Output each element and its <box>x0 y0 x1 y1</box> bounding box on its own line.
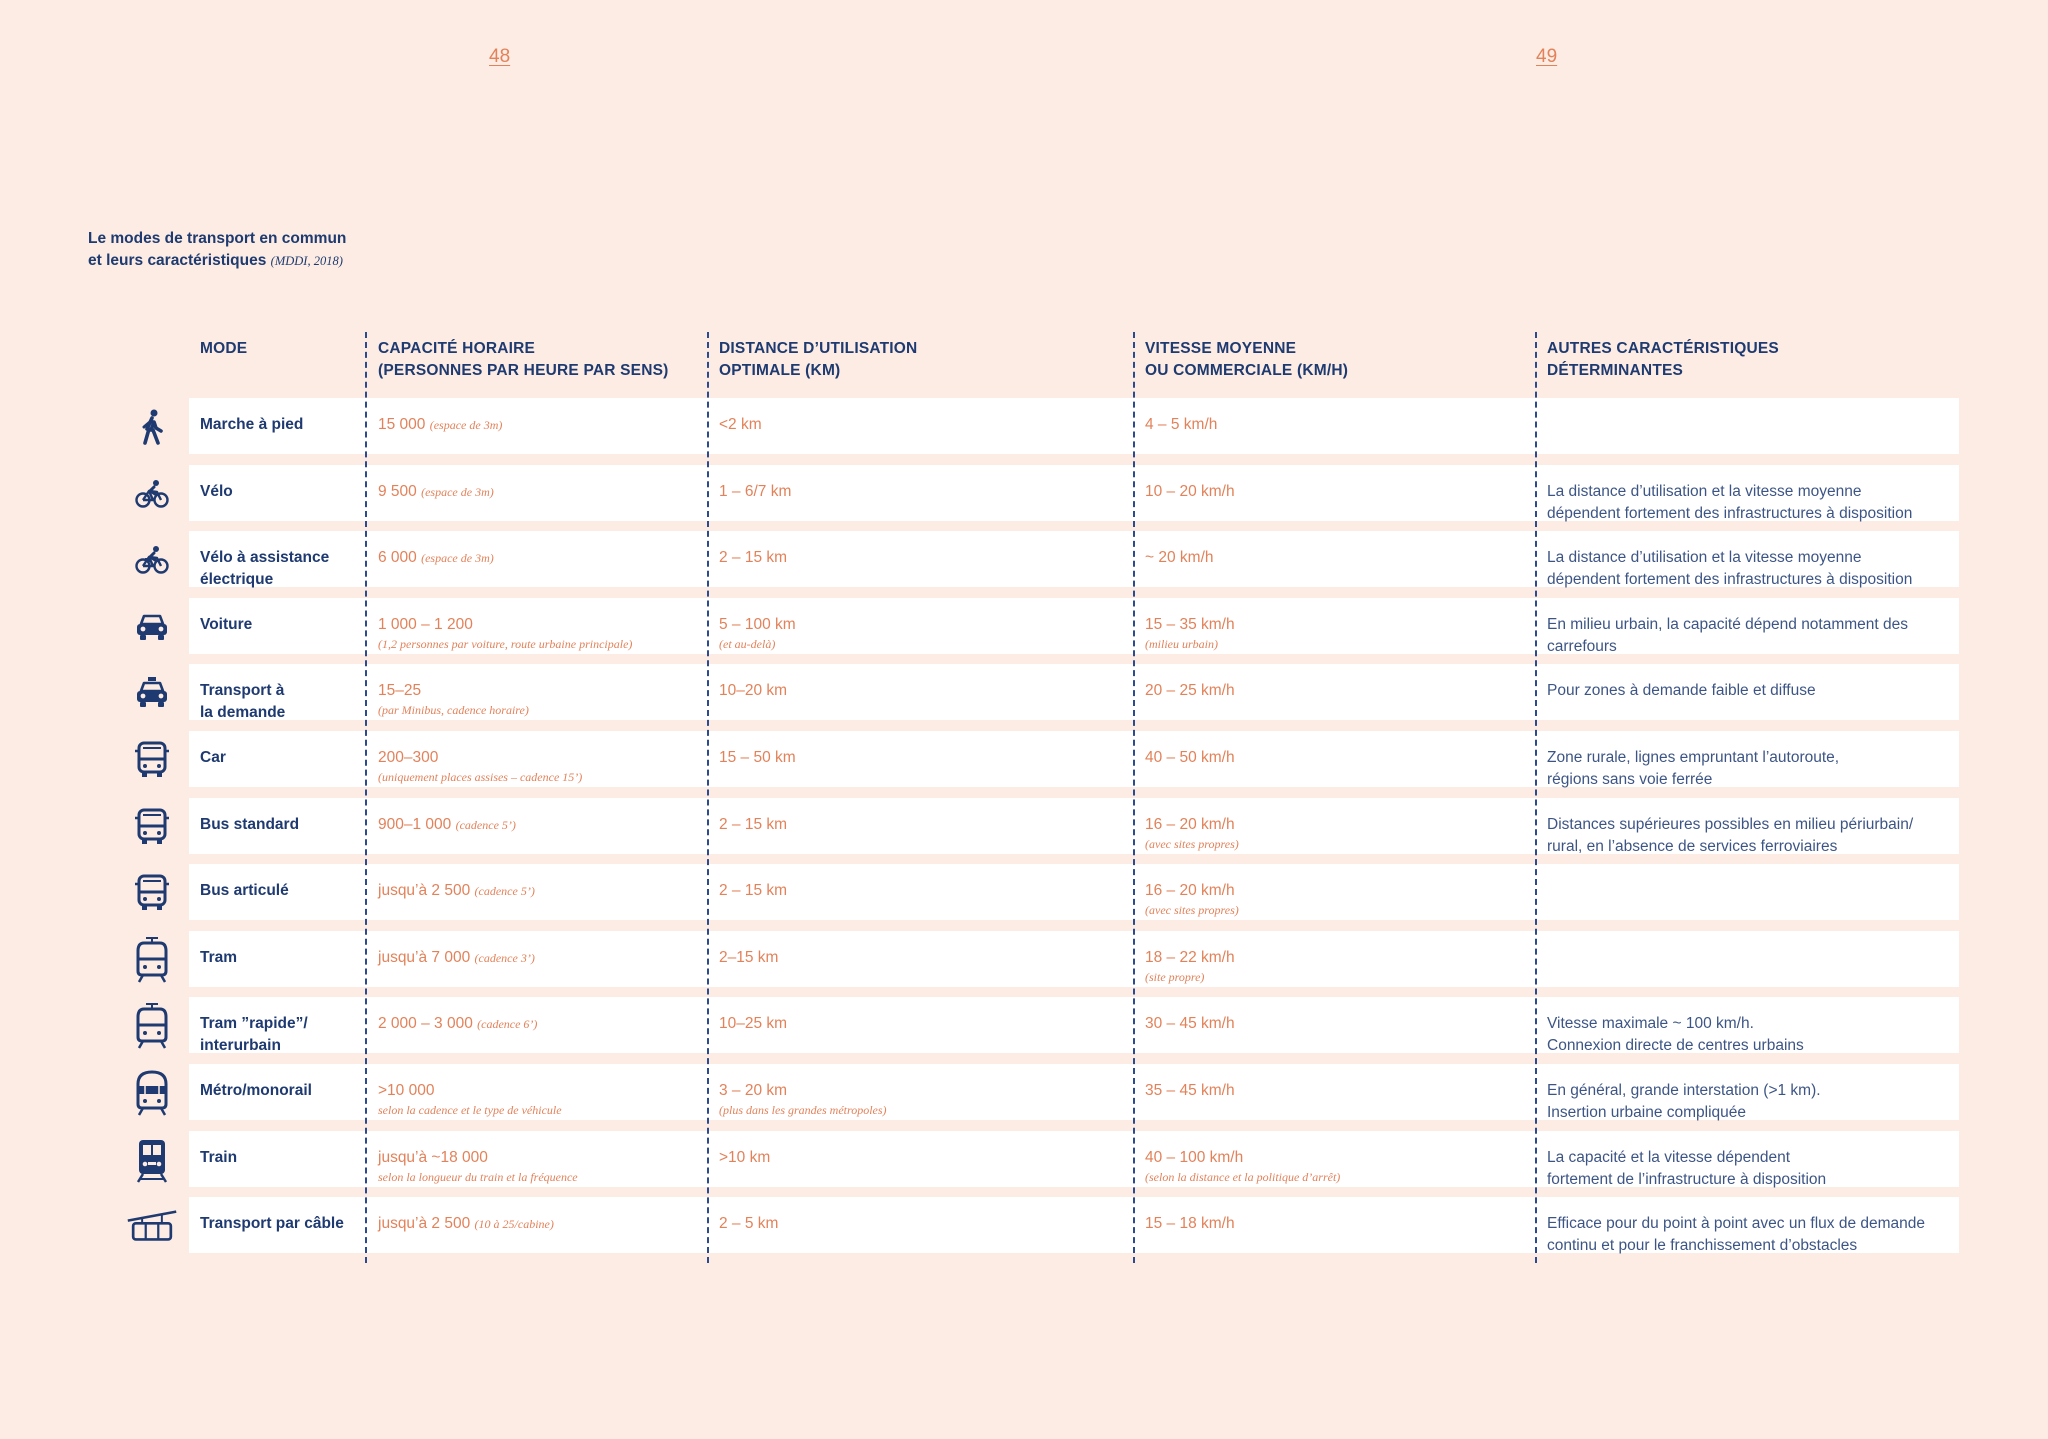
column-divider <box>1133 332 1135 1263</box>
other-line-1: Vitesse maximale ~ 100 km/h. <box>1547 1015 1754 1032</box>
mode-name <box>200 481 360 503</box>
speed-cell <box>1145 481 1525 503</box>
header-capacity <box>378 338 669 382</box>
other-line-2: dépendent fortement des infrastructures à disposition <box>1547 571 1913 588</box>
speed-cell <box>1145 1213 1525 1235</box>
capacity-note: selon la longueur du train et la fréquence <box>378 1170 578 1184</box>
mode-name-line-2: électrique <box>200 571 274 588</box>
mode-name-line-1: Train <box>200 1149 238 1166</box>
capacity-value: >10 000 <box>378 1082 435 1099</box>
other-line-2: continu et pour le franchissement d’obstacles <box>1547 1237 1858 1254</box>
mode-name-line-1: Bus standard <box>200 816 300 833</box>
other-line-2: carrefours <box>1547 638 1617 655</box>
metro-icon <box>126 1067 178 1119</box>
speed-value: 20 – 25 km/h <box>1145 682 1235 699</box>
header-mode <box>200 338 247 360</box>
column-divider <box>707 332 709 1263</box>
mode-name <box>200 414 360 436</box>
other-characteristics <box>1547 614 1952 658</box>
mode-name-line-1: Bus articulé <box>200 882 289 899</box>
speed-value: 4 – 5 km/h <box>1145 416 1218 433</box>
speed-cell <box>1145 1080 1525 1102</box>
capacity-line <box>378 481 698 503</box>
distance-value: 5 – 100 km <box>719 616 796 633</box>
speed-cell <box>1145 547 1525 569</box>
mode-name <box>200 1013 360 1057</box>
mode-name <box>200 747 360 769</box>
capacity-line <box>378 1213 698 1235</box>
mode-name <box>200 814 360 836</box>
distance-cell <box>719 880 1119 902</box>
train-icon <box>126 1134 178 1186</box>
other-characteristics <box>1547 1147 1952 1191</box>
capacity-value: 15–25 <box>378 682 422 699</box>
other-line-2: dépendent fortement des infrastructures à disposition <box>1547 505 1913 522</box>
distance-cell <box>719 1213 1119 1235</box>
mode-name <box>200 680 360 724</box>
other-line-1: Pour zones à demande faible et diffuse <box>1547 682 1816 699</box>
mode-name <box>200 1147 360 1169</box>
capacity-line <box>378 1080 698 1102</box>
capacity-value: jusqu’à 7 000 <box>378 949 471 966</box>
capacity-line <box>378 947 698 969</box>
other-characteristics <box>1547 680 1952 702</box>
mode-name-line-1: Tram ”rapide”/ <box>200 1015 308 1032</box>
other-line-2: fortement de l’infrastructure à disposition <box>1547 1171 1827 1188</box>
other-characteristics <box>1547 481 1952 525</box>
other-characteristics <box>1547 814 1952 858</box>
mode-name-line-1: Tram <box>200 949 238 966</box>
capacity-cell <box>378 947 698 969</box>
other-line-1: La distance d’utilisation et la vitesse moyenne <box>1547 549 1862 566</box>
distance-value: 2 – 15 km <box>719 816 788 833</box>
bicycle-icon <box>126 468 178 520</box>
capacity-line <box>378 747 698 769</box>
capacity-value: 900–1 000 <box>378 816 452 833</box>
speed-value: 35 – 45 km/h <box>1145 1082 1235 1099</box>
distance-note: (plus dans les grandes métropoles) <box>719 1103 887 1117</box>
other-line-2: Insertion urbaine compliquée <box>1547 1104 1747 1121</box>
capacity-value: 6 000 <box>378 549 417 566</box>
speed-note: (avec sites propres) <box>1145 903 1239 917</box>
header-speed <box>1145 338 1348 382</box>
mode-name-line-1: Vélo <box>200 483 233 500</box>
distance-value: 2 – 15 km <box>719 882 788 899</box>
speed-value: 16 – 20 km/h <box>1145 816 1235 833</box>
other-characteristics <box>1547 1013 1952 1057</box>
capacity-value: 200–300 <box>378 749 439 766</box>
articulated-bus-icon <box>126 867 178 919</box>
capacity-cell <box>378 747 698 785</box>
capacity-value: jusqu’à 2 500 <box>378 882 471 899</box>
capacity-value: 2 000 – 3 000 <box>378 1015 473 1032</box>
capacity-cell <box>378 1213 698 1235</box>
distance-cell <box>719 747 1119 769</box>
speed-note: (site propre) <box>1145 970 1205 984</box>
capacity-value: jusqu’à ~18 000 <box>378 1149 488 1166</box>
mode-name-line-1: Marche à pied <box>200 416 304 433</box>
distance-value: 10–25 km <box>719 1015 788 1032</box>
other-characteristics <box>1547 747 1952 791</box>
capacity-cell <box>378 547 698 569</box>
speed-cell <box>1145 814 1525 852</box>
other-line-1: Distances supérieures possibles en milieu périurbain/ <box>1547 816 1914 833</box>
capacity-cell <box>378 814 698 836</box>
header-speed-line-1: VITESSE MOYENNE <box>1145 340 1297 357</box>
fast-tram-icon <box>126 1000 178 1052</box>
header-other-line-1: AUTRES CARACTÉRISTIQUES <box>1547 340 1779 357</box>
speed-cell <box>1145 1013 1525 1035</box>
capacity-line <box>378 814 698 836</box>
other-line-2: Connexion directe de centres urbains <box>1547 1037 1804 1054</box>
distance-cell <box>719 1080 1119 1118</box>
page-number-left[interactable]: 48 <box>489 46 511 67</box>
capacity-value: 15 000 <box>378 416 426 433</box>
caption-source: (MDDI, 2018) <box>270 254 343 268</box>
mode-name <box>200 880 360 902</box>
capacity-note: (espace de 3m) <box>421 485 494 499</box>
speed-cell <box>1145 880 1525 918</box>
speed-cell <box>1145 414 1525 436</box>
header-speed-line-2: OU COMMERCIALE (KM/H) <box>1145 362 1349 379</box>
mode-name <box>200 947 360 969</box>
other-line-1: En milieu urbain, la capacité dépend notamment des <box>1547 616 1909 633</box>
other-line-2: régions sans voie ferrée <box>1547 771 1713 788</box>
other-line-1: Zone rurale, lignes empruntant l’autoroute, <box>1547 749 1840 766</box>
mode-name-line-1: Transport à <box>200 682 285 699</box>
capacity-cell <box>378 414 698 436</box>
distance-value: 2 – 15 km <box>719 549 788 566</box>
capacity-value: jusqu’à 2 500 <box>378 1215 471 1232</box>
capacity-line <box>378 614 698 636</box>
distance-cell <box>719 414 1119 436</box>
capacity-note: (espace de 3m) <box>421 551 494 565</box>
distance-cell <box>719 547 1119 569</box>
speed-value: 40 – 50 km/h <box>1145 749 1235 766</box>
mode-name <box>200 547 360 591</box>
header-capacity-line-2: (PERSONNES PAR HEURE PAR SENS) <box>378 362 669 379</box>
coach-icon <box>126 734 178 786</box>
page-number-right[interactable]: 49 <box>1536 46 1558 67</box>
capacity-cell <box>378 1013 698 1035</box>
cable-car-icon <box>126 1200 178 1252</box>
speed-value: 30 – 45 km/h <box>1145 1015 1235 1032</box>
capacity-note: (cadence 5’) <box>455 818 516 832</box>
distance-cell <box>719 1013 1119 1035</box>
distance-value: 10–20 km <box>719 682 788 699</box>
taxi-icon <box>126 667 178 719</box>
speed-value: 15 – 18 km/h <box>1145 1215 1235 1232</box>
caption-line-2 <box>88 250 346 272</box>
capacity-note: (10 à 25/cabine) <box>474 1217 554 1231</box>
distance-cell <box>719 680 1119 702</box>
mode-name <box>200 1080 360 1102</box>
capacity-line <box>378 1147 698 1169</box>
speed-value: 15 – 35 km/h <box>1145 616 1235 633</box>
distance-value: 1 – 6/7 km <box>719 483 792 500</box>
distance-value: >10 km <box>719 1149 771 1166</box>
caption-line-1: Le modes de transport en commun <box>88 230 347 247</box>
capacity-cell <box>378 880 698 902</box>
pedestrian-icon <box>126 401 178 453</box>
capacity-cell <box>378 680 698 718</box>
capacity-note: (cadence 6’) <box>477 1017 538 1031</box>
other-line-1: La capacité et la vitesse dépendent <box>1547 1149 1791 1166</box>
ebike-icon <box>126 534 178 586</box>
capacity-line <box>378 547 698 569</box>
speed-cell <box>1145 680 1525 702</box>
speed-note: (milieu urbain) <box>1145 637 1218 651</box>
mode-name-line-1: Car <box>200 749 226 766</box>
distance-value: 15 – 50 km <box>719 749 796 766</box>
bus-icon <box>126 801 178 853</box>
mode-name-line-2: la demande <box>200 704 286 721</box>
speed-value: 18 – 22 km/h <box>1145 949 1235 966</box>
other-characteristics <box>1547 1080 1952 1124</box>
capacity-note: (cadence 5’) <box>474 884 535 898</box>
header-distance-line-2: OPTIMALE (KM) <box>719 362 841 379</box>
capacity-cell <box>378 614 698 652</box>
mode-name-line-2: interurbain <box>200 1037 281 1054</box>
capacity-note: (par Minibus, cadence horaire) <box>378 703 529 717</box>
mode-name <box>200 1213 360 1235</box>
mode-name-line-1: Métro/monorail <box>200 1082 312 1099</box>
distance-cell <box>719 614 1119 652</box>
distance-cell <box>719 481 1119 503</box>
speed-value: 16 – 20 km/h <box>1145 882 1235 899</box>
capacity-value: 9 500 <box>378 483 417 500</box>
other-characteristics <box>1547 1213 1952 1257</box>
speed-value: 40 – 100 km/h <box>1145 1149 1244 1166</box>
distance-cell <box>719 947 1119 969</box>
header-capacity-line-1: CAPACITÉ HORAIRE <box>378 340 536 357</box>
other-line-1: Efficace pour du point à point avec un flux de demande <box>1547 1215 1926 1232</box>
distance-value: 2 – 5 km <box>719 1215 779 1232</box>
capacity-line <box>378 880 698 902</box>
mode-name-line-1: Vélo à assistance <box>200 549 330 566</box>
capacity-note: (espace de 3m) <box>429 418 503 432</box>
other-line-1: En général, grande interstation (>1 km). <box>1547 1082 1821 1099</box>
other-characteristics <box>1547 547 1952 591</box>
header-other <box>1547 338 1779 382</box>
mode-name-line-1: Voiture <box>200 616 253 633</box>
capacity-cell <box>378 1080 698 1118</box>
speed-cell <box>1145 947 1525 985</box>
capacity-note: (uniquement places assises – cadence 15’) <box>378 770 583 784</box>
mode-name <box>200 614 360 636</box>
mode-name-line-1: Transport par câble <box>200 1215 344 1232</box>
distance-note: (et au-delà) <box>719 637 776 651</box>
capacity-note: selon la cadence et le type de véhicule <box>378 1103 562 1117</box>
speed-note: (avec sites propres) <box>1145 837 1239 851</box>
capacity-note: (1,2 personnes par voiture, route urbaine principale) <box>378 637 633 651</box>
distance-value: 3 – 20 km <box>719 1082 788 1099</box>
other-line-1: La distance d’utilisation et la vitesse moyenne <box>1547 483 1862 500</box>
speed-note: (selon la distance et la politique d’arrêt) <box>1145 1170 1341 1184</box>
tram-icon <box>126 934 178 986</box>
capacity-line <box>378 680 698 702</box>
distance-cell <box>719 1147 1119 1169</box>
column-divider <box>365 332 367 1263</box>
capacity-line <box>378 1013 698 1035</box>
distance-value: 2–15 km <box>719 949 779 966</box>
capacity-cell <box>378 481 698 503</box>
caption-line-2-text: et leurs caractéristiques <box>88 252 267 269</box>
capacity-cell <box>378 1147 698 1185</box>
header-distance <box>719 338 917 382</box>
speed-cell <box>1145 747 1525 769</box>
distance-cell <box>719 814 1119 836</box>
table-caption <box>88 228 346 272</box>
other-line-2: rural, en l’absence de services ferroviaires <box>1547 838 1838 855</box>
speed-cell <box>1145 1147 1525 1185</box>
capacity-value: 1 000 – 1 200 <box>378 616 473 633</box>
header-distance-line-1: DISTANCE D’UTILISATION <box>719 340 918 357</box>
header-mode-label: MODE <box>200 340 248 357</box>
speed-value: ~ 20 km/h <box>1145 549 1214 566</box>
speed-value: 10 – 20 km/h <box>1145 483 1235 500</box>
column-divider <box>1535 332 1537 1263</box>
capacity-note: (cadence 3’) <box>474 951 535 965</box>
capacity-line <box>378 414 698 436</box>
distance-value: <2 km <box>719 416 762 433</box>
car-icon <box>126 601 178 653</box>
speed-cell <box>1145 614 1525 652</box>
header-other-line-2: DÉTERMINANTES <box>1547 362 1684 379</box>
